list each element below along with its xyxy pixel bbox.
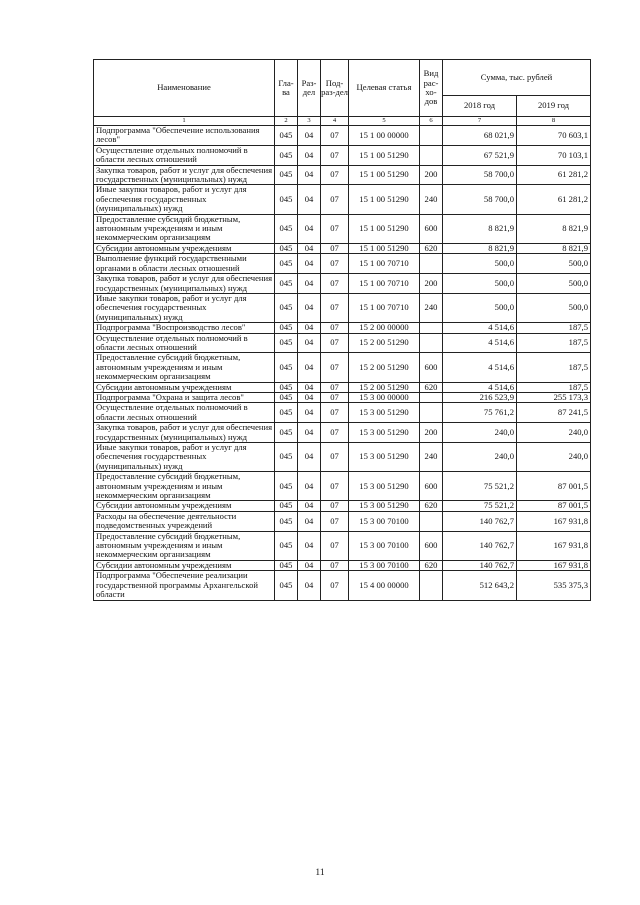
row-razdel: 04 <box>298 353 321 382</box>
row-vid <box>420 392 443 402</box>
row-razdel: 04 <box>298 531 321 560</box>
row-razdel: 04 <box>298 403 321 423</box>
row-vid: 600 <box>420 472 443 501</box>
row-target: 15 3 00 51290 <box>349 501 420 511</box>
row-name: Предоставление субсидий бюджетным, автономным учреждениям и иным некоммерческим организациям <box>94 472 275 501</box>
header-podrazdel: Под-раз-дел <box>321 60 349 117</box>
row-name: Закупка товаров, работ и услуг для обеспечения государственных (муниципальных) нужд <box>94 165 275 185</box>
row-vid: 200 <box>420 165 443 185</box>
table-row <box>94 571 591 600</box>
row-glava: 045 <box>275 274 298 294</box>
row-podrazdel: 07 <box>321 323 349 333</box>
row-glava: 045 <box>275 165 298 185</box>
row-podrazdel: 07 <box>321 403 349 423</box>
col-number: 8 <box>517 117 591 126</box>
row-glava: 045 <box>275 353 298 382</box>
row-sum-2019: 8 821,9 <box>517 243 591 253</box>
row-sum-2019: 500,0 <box>517 274 591 294</box>
row-glava: 045 <box>275 560 298 570</box>
row-razdel: 04 <box>298 323 321 333</box>
row-podrazdel: 07 <box>321 293 349 322</box>
table-row <box>94 165 591 185</box>
row-razdel: 04 <box>298 571 321 600</box>
table-row <box>94 382 591 392</box>
row-podrazdel: 07 <box>321 392 349 402</box>
row-sum-2019: 535 375,3 <box>517 571 591 600</box>
row-razdel: 04 <box>298 382 321 392</box>
row-name: Выполнение функций государственными органами в области лесных отношений <box>94 254 275 274</box>
row-name: Закупка товаров, работ и услуг для обеспечения государственных (муниципальных) нужд <box>94 274 275 294</box>
row-target: 15 2 00 00000 <box>349 323 420 333</box>
row-vid <box>420 511 443 531</box>
row-target: 15 1 00 00000 <box>349 126 420 146</box>
page-number: 11 <box>315 868 325 878</box>
row-name: Осуществление отдельных полномочий в области лесных отношений <box>94 403 275 423</box>
row-sum-2019: 87 001,5 <box>517 501 591 511</box>
row-razdel: 04 <box>298 126 321 146</box>
row-name: Субсидии автономным учреждениям <box>94 560 275 570</box>
row-sum-2018: 140 762,7 <box>443 531 517 560</box>
row-name: Подпрограмма "Обеспечение реализации государственной программы Архангельской области <box>94 571 275 600</box>
row-sum-2019: 61 281,2 <box>517 165 591 185</box>
row-razdel: 04 <box>298 274 321 294</box>
row-target: 15 1 00 51290 <box>349 145 420 165</box>
row-sum-2018: 240,0 <box>443 443 517 472</box>
row-sum-2019: 87 001,5 <box>517 472 591 501</box>
header-name: Наименование <box>94 60 275 117</box>
row-sum-2018: 58 700,0 <box>443 185 517 214</box>
row-vid <box>420 145 443 165</box>
table-row <box>94 333 591 353</box>
row-razdel: 04 <box>298 165 321 185</box>
table-row <box>94 423 591 443</box>
table-row <box>94 214 591 243</box>
col-number: 1 <box>94 117 275 126</box>
row-razdel: 04 <box>298 145 321 165</box>
row-vid: 600 <box>420 353 443 382</box>
table-row <box>94 531 591 560</box>
row-sum-2018: 8 821,9 <box>443 214 517 243</box>
row-glava: 045 <box>275 472 298 501</box>
row-glava: 045 <box>275 531 298 560</box>
header-2019: 2019 год <box>517 96 591 117</box>
row-sum-2018: 140 762,7 <box>443 560 517 570</box>
header-2018: 2018 год <box>443 96 517 117</box>
row-glava: 045 <box>275 333 298 353</box>
row-podrazdel: 07 <box>321 243 349 253</box>
col-number: 4 <box>321 117 349 126</box>
row-sum-2018: 75 761,2 <box>443 403 517 423</box>
row-glava: 045 <box>275 323 298 333</box>
row-name: Предоставление субсидий бюджетным, автономным учреждениям и иным некоммерческим организациям <box>94 531 275 560</box>
row-target: 15 2 00 51290 <box>349 333 420 353</box>
row-sum-2018: 216 523,9 <box>443 392 517 402</box>
row-target: 15 1 00 70710 <box>349 293 420 322</box>
row-target: 15 1 00 51290 <box>349 165 420 185</box>
row-glava: 045 <box>275 243 298 253</box>
row-name: Подпрограмма "Воспроизводство лесов" <box>94 323 275 333</box>
row-vid <box>420 323 443 333</box>
row-name: Осуществление отдельных полномочий в области лесных отношений <box>94 145 275 165</box>
row-target: 15 3 00 51290 <box>349 423 420 443</box>
row-razdel: 04 <box>298 185 321 214</box>
row-glava: 045 <box>275 214 298 243</box>
col-number: 2 <box>275 117 298 126</box>
row-target: 15 3 00 00000 <box>349 392 420 402</box>
row-sum-2018: 68 021,9 <box>443 126 517 146</box>
row-vid <box>420 571 443 600</box>
table-row <box>94 560 591 570</box>
row-target: 15 3 00 51290 <box>349 443 420 472</box>
row-sum-2019: 187,5 <box>517 333 591 353</box>
row-target: 15 2 00 51290 <box>349 382 420 392</box>
row-vid: 600 <box>420 214 443 243</box>
row-target: 15 1 00 70710 <box>349 274 420 294</box>
row-vid <box>420 254 443 274</box>
row-podrazdel: 07 <box>321 472 349 501</box>
row-target: 15 3 00 70100 <box>349 511 420 531</box>
header-glava: Гла-ва <box>275 60 298 117</box>
row-target: 15 1 00 51290 <box>349 243 420 253</box>
table-row <box>94 145 591 165</box>
row-target: 15 1 00 51290 <box>349 214 420 243</box>
row-name: Закупка товаров, работ и услуг для обеспечения государственных (муниципальных) нужд <box>94 423 275 443</box>
row-name: Иные закупки товаров, работ и услуг для обеспечения государственных (муниципальных) нужд <box>94 443 275 472</box>
row-sum-2018: 500,0 <box>443 293 517 322</box>
row-sum-2019: 167 931,8 <box>517 531 591 560</box>
row-name: Предоставление субсидий бюджетным, автономным учреждениям и иным некоммерческим организациям <box>94 353 275 382</box>
row-sum-2019: 70 103,1 <box>517 145 591 165</box>
row-glava: 045 <box>275 423 298 443</box>
row-glava: 045 <box>275 145 298 165</box>
row-vid <box>420 403 443 423</box>
row-sum-2018: 140 762,7 <box>443 511 517 531</box>
row-sum-2019: 500,0 <box>517 293 591 322</box>
row-sum-2018: 4 514,6 <box>443 382 517 392</box>
budget-table-page <box>93 59 590 601</box>
row-vid: 620 <box>420 243 443 253</box>
row-name: Иные закупки товаров, работ и услуг для обеспечения государственных (муниципальных) нужд <box>94 185 275 214</box>
row-podrazdel: 07 <box>321 145 349 165</box>
table-row <box>94 243 591 253</box>
row-podrazdel: 07 <box>321 511 349 531</box>
row-target: 15 1 00 51290 <box>349 185 420 214</box>
table-body <box>94 126 591 601</box>
col-number: 5 <box>349 117 420 126</box>
row-sum-2019: 187,5 <box>517 353 591 382</box>
row-sum-2019: 70 603,1 <box>517 126 591 146</box>
col-number: 3 <box>298 117 321 126</box>
row-glava: 045 <box>275 571 298 600</box>
row-podrazdel: 07 <box>321 560 349 570</box>
row-sum-2019: 187,5 <box>517 382 591 392</box>
row-name: Подпрограмма "Охрана и защита лесов" <box>94 392 275 402</box>
row-razdel: 04 <box>298 293 321 322</box>
row-sum-2018: 512 643,2 <box>443 571 517 600</box>
row-glava: 045 <box>275 392 298 402</box>
table-row <box>94 472 591 501</box>
row-sum-2019: 500,0 <box>517 254 591 274</box>
row-target: 15 4 00 00000 <box>349 571 420 600</box>
row-sum-2019: 8 821,9 <box>517 214 591 243</box>
row-podrazdel: 07 <box>321 274 349 294</box>
header-vid: Вид рас-хо-дов <box>420 60 443 117</box>
row-razdel: 04 <box>298 501 321 511</box>
header-razdel: Раз-дел <box>298 60 321 117</box>
row-podrazdel: 07 <box>321 353 349 382</box>
row-sum-2018: 67 521,9 <box>443 145 517 165</box>
row-vid: 200 <box>420 274 443 294</box>
row-name: Субсидии автономным учреждениям <box>94 501 275 511</box>
row-podrazdel: 07 <box>321 333 349 353</box>
row-podrazdel: 07 <box>321 214 349 243</box>
col-number: 6 <box>420 117 443 126</box>
row-target: 15 3 00 51290 <box>349 472 420 501</box>
row-podrazdel: 07 <box>321 571 349 600</box>
row-vid: 200 <box>420 423 443 443</box>
row-razdel: 04 <box>298 214 321 243</box>
row-podrazdel: 07 <box>321 126 349 146</box>
row-razdel: 04 <box>298 560 321 570</box>
table-row <box>94 501 591 511</box>
row-name: Подпрограмма "Обеспечение использования лесов" <box>94 126 275 146</box>
row-glava: 045 <box>275 126 298 146</box>
header-sum: Сумма, тыс. рублей <box>443 60 591 96</box>
row-sum-2019: 240,0 <box>517 443 591 472</box>
row-target: 15 3 00 51290 <box>349 403 420 423</box>
table-row <box>94 443 591 472</box>
row-razdel: 04 <box>298 443 321 472</box>
table-row <box>94 392 591 402</box>
table-row <box>94 254 591 274</box>
table-row <box>94 293 591 322</box>
row-razdel: 04 <box>298 392 321 402</box>
row-target: 15 3 00 70100 <box>349 531 420 560</box>
row-sum-2019: 87 241,5 <box>517 403 591 423</box>
row-sum-2019: 167 931,8 <box>517 560 591 570</box>
row-sum-2018: 4 514,6 <box>443 323 517 333</box>
row-sum-2018: 4 514,6 <box>443 353 517 382</box>
table-row <box>94 185 591 214</box>
row-razdel: 04 <box>298 243 321 253</box>
row-sum-2018: 75 521,2 <box>443 501 517 511</box>
row-razdel: 04 <box>298 423 321 443</box>
row-vid <box>420 126 443 146</box>
row-vid: 240 <box>420 185 443 214</box>
row-sum-2018: 500,0 <box>443 254 517 274</box>
row-sum-2018: 8 821,9 <box>443 243 517 253</box>
row-razdel: 04 <box>298 254 321 274</box>
row-sum-2019: 61 281,2 <box>517 185 591 214</box>
row-name: Осуществление отдельных полномочий в области лесных отношений <box>94 333 275 353</box>
col-number: 7 <box>443 117 517 126</box>
row-glava: 045 <box>275 443 298 472</box>
row-sum-2019: 240,0 <box>517 423 591 443</box>
row-sum-2019: 167 931,8 <box>517 511 591 531</box>
row-podrazdel: 07 <box>321 531 349 560</box>
row-target: 15 1 00 70710 <box>349 254 420 274</box>
row-target: 15 3 00 70100 <box>349 560 420 570</box>
row-razdel: 04 <box>298 472 321 501</box>
row-vid: 240 <box>420 443 443 472</box>
row-sum-2018: 58 700,0 <box>443 165 517 185</box>
row-razdel: 04 <box>298 333 321 353</box>
row-sum-2018: 500,0 <box>443 274 517 294</box>
row-glava: 045 <box>275 501 298 511</box>
row-podrazdel: 07 <box>321 254 349 274</box>
row-glava: 045 <box>275 293 298 322</box>
row-glava: 045 <box>275 185 298 214</box>
row-vid <box>420 333 443 353</box>
row-glava: 045 <box>275 403 298 423</box>
row-podrazdel: 07 <box>321 501 349 511</box>
row-sum-2019: 255 173,3 <box>517 392 591 402</box>
row-name: Субсидии автономным учреждениям <box>94 243 275 253</box>
budget-table <box>93 59 591 601</box>
row-name: Предоставление субсидий бюджетным, автономным учреждениям и иным некоммерческим организациям <box>94 214 275 243</box>
table-row <box>94 323 591 333</box>
row-podrazdel: 07 <box>321 423 349 443</box>
row-name: Субсидии автономным учреждениям <box>94 382 275 392</box>
table-row <box>94 126 591 146</box>
row-glava: 045 <box>275 254 298 274</box>
row-podrazdel: 07 <box>321 443 349 472</box>
row-glava: 045 <box>275 382 298 392</box>
row-vid: 620 <box>420 501 443 511</box>
row-podrazdel: 07 <box>321 185 349 214</box>
row-podrazdel: 07 <box>321 165 349 185</box>
header-target: Целевая статья <box>349 60 420 117</box>
row-vid: 620 <box>420 560 443 570</box>
row-name: Иные закупки товаров, работ и услуг для обеспечения государственных (муниципальных) нужд <box>94 293 275 322</box>
row-sum-2019: 187,5 <box>517 323 591 333</box>
row-name: Расходы на обеспечение деятельности подведомственных учреждений <box>94 511 275 531</box>
row-podrazdel: 07 <box>321 382 349 392</box>
table-row <box>94 274 591 294</box>
row-sum-2018: 240,0 <box>443 423 517 443</box>
row-vid: 600 <box>420 531 443 560</box>
row-glava: 045 <box>275 511 298 531</box>
row-vid: 240 <box>420 293 443 322</box>
table-row <box>94 511 591 531</box>
row-sum-2018: 75 521,2 <box>443 472 517 501</box>
table-row <box>94 403 591 423</box>
row-target: 15 2 00 51290 <box>349 353 420 382</box>
row-sum-2018: 4 514,6 <box>443 333 517 353</box>
table-row <box>94 353 591 382</box>
row-vid: 620 <box>420 382 443 392</box>
row-razdel: 04 <box>298 511 321 531</box>
